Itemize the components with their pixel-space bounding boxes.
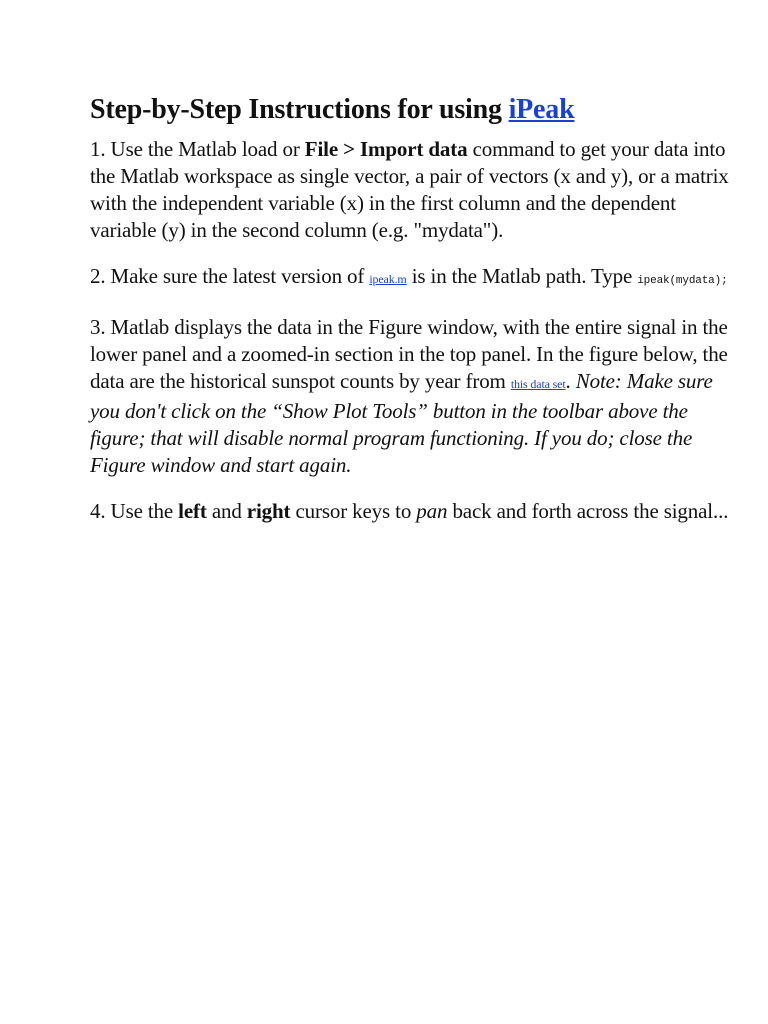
document-page bbox=[90, 90, 730, 544]
step-4-text-a: 4. Use the bbox=[90, 499, 179, 523]
step-1-text-c: command to get your data into the Matlab workspace as single vector, a pair of vectors (x and y), or a matrix with the independent variable (x) in the first column and the dependent variable (y) in the second column (e.g. "mydata"). bbox=[90, 137, 729, 242]
ipeak-link[interactable]: iPeak bbox=[508, 94, 575, 125]
pan-word: pan bbox=[416, 499, 448, 523]
step-1-text-a: 1. Use the Matlab load or bbox=[90, 137, 305, 161]
step-4-text-b: and bbox=[206, 499, 247, 523]
step-3-text-a: 3. Matlab displays the data in the Figure window, with the entire signal in the lower panel and a zoomed-in section in the top panel. In the figure below, the data are the historical sunspot counts by year from bbox=[90, 315, 728, 393]
left-key-label: left bbox=[178, 499, 207, 523]
page-title bbox=[90, 90, 730, 130]
step-2-text-a: 2. Make sure the latest version of bbox=[90, 264, 370, 288]
step-4-text-d: back and forth across the signal... bbox=[447, 499, 729, 523]
data-set-link[interactable]: this data set bbox=[510, 377, 566, 391]
step-2-text-b: is in the Matlab path. Type bbox=[406, 264, 638, 288]
file-import-command: File > Import data bbox=[304, 137, 468, 161]
step-3-text-b: . bbox=[565, 369, 576, 393]
step-2-paragraph bbox=[90, 263, 730, 295]
right-key-label: right bbox=[246, 499, 291, 523]
step-3-note: Note: Make sure you don't click on the “Show Plot Tools” button in the toolbar above the figure; that will disable normal program functioning. If you do; close the Figure window and start again. bbox=[90, 369, 713, 477]
ipeak-command-code: ipeak(mydata); bbox=[637, 275, 728, 287]
step-1-paragraph bbox=[90, 136, 730, 244]
title-text: Step-by-Step Instructions for using bbox=[90, 94, 509, 125]
step-3-paragraph bbox=[90, 314, 730, 479]
ipeak-m-link[interactable]: ipeak.m bbox=[369, 272, 407, 286]
step-4-text-c: cursor keys to bbox=[290, 499, 417, 523]
step-4-paragraph bbox=[90, 498, 730, 525]
